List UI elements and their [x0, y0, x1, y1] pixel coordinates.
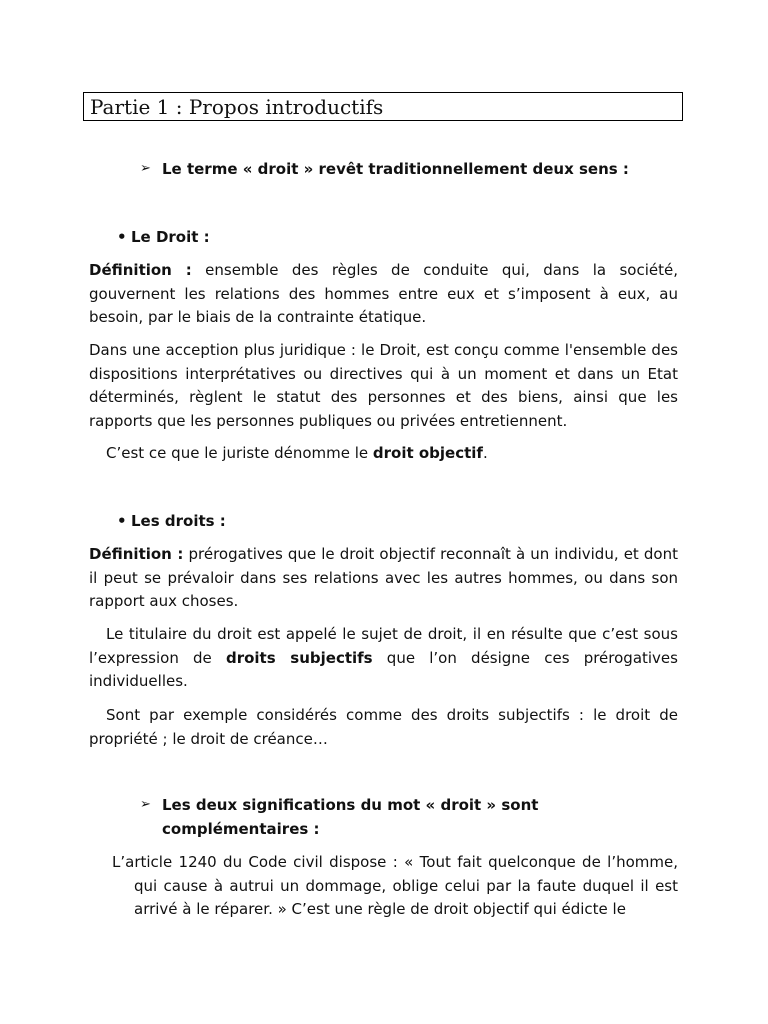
- subheading-le-droit: [117, 225, 210, 249]
- paragraph-text-end: .: [482, 444, 488, 462]
- title-box: [83, 92, 683, 121]
- section-heading-line1: Les deux significations du mot « droit » sont: [162, 796, 539, 814]
- paragraph-sujet-de-droit: [89, 623, 678, 694]
- definition-text: ensemble des règles de conduite qui, dans la société, gouvernent les relations des hommes entre eux et s’imposent à eux, au besoin, par le biais de la contrainte étatique.: [89, 261, 678, 326]
- paragraph-droit-objectif: [89, 442, 678, 466]
- paragraph-acception-juridique: Dans une acception plus juridique : le Droit, est conçu comme l'ensemble des dispositions interprétatives ou directives qui à un moment et dans un Etat déterminés, règlent le statut des personnes et des biens, ainsi que les rapports que les personnes publiques ou privées entretiennent.: [89, 341, 678, 430]
- paragraph-text-end: que l’on désigne ces prérogatives individuelles.: [89, 648, 678, 690]
- definition-text: prérogatives que le droit objectif reconnaît à un individu, et dont il peut se prévaloir dans ses relations avec les autres hommes, ou dans son rapport aux choses.: [89, 545, 678, 610]
- arrow-bullet-icon: ➢: [140, 797, 151, 812]
- section-heading-complementary: [140, 793, 700, 841]
- term-droit-objectif: droit objectif: [372, 444, 483, 462]
- section-heading-line2: complémentaires :: [162, 820, 320, 838]
- paragraph-exemples: Sont par exemple considérés comme des droits subjectifs : le droit de propriété ; le droit de créance…: [89, 706, 678, 748]
- bullet-icon: •: [117, 512, 127, 530]
- arrow-bullet-icon: ➢: [140, 161, 151, 176]
- paragraph-text: Le titulaire du droit est appelé le sujet de droit, il en résulte que c’est sous l’expression de: [89, 625, 678, 667]
- section-heading-text: Le terme « droit » revêt traditionnellement deux sens :: [162, 160, 629, 178]
- paragraph-text: C’est ce que le juriste dénomme le: [106, 444, 373, 462]
- subheading-text: Les droits :: [131, 512, 226, 530]
- definition-droit: [89, 259, 678, 330]
- bullet-icon: •: [117, 228, 127, 246]
- section-heading-two-meanings: [140, 157, 700, 181]
- term-droits-subjectifs: droits subjectifs: [225, 648, 373, 667]
- definition-label: Définition :: [89, 545, 184, 563]
- subheading-les-droits: [117, 509, 226, 533]
- definition-label: Définition :: [89, 261, 192, 279]
- paragraph-article-1240: L’article 1240 du Code civil dispose : « Tout fait quelconque de l’homme, qui cause à autrui un dommage, oblige celui par la faute duquel il est arrivé à le réparer. » C’est une règle de droit objectif qui édicte le: [112, 853, 678, 918]
- subheading-text: Le Droit :: [131, 228, 210, 246]
- definition-droits: [89, 543, 678, 614]
- page-title: Partie 1 : Propos introductifs: [90, 95, 384, 119]
